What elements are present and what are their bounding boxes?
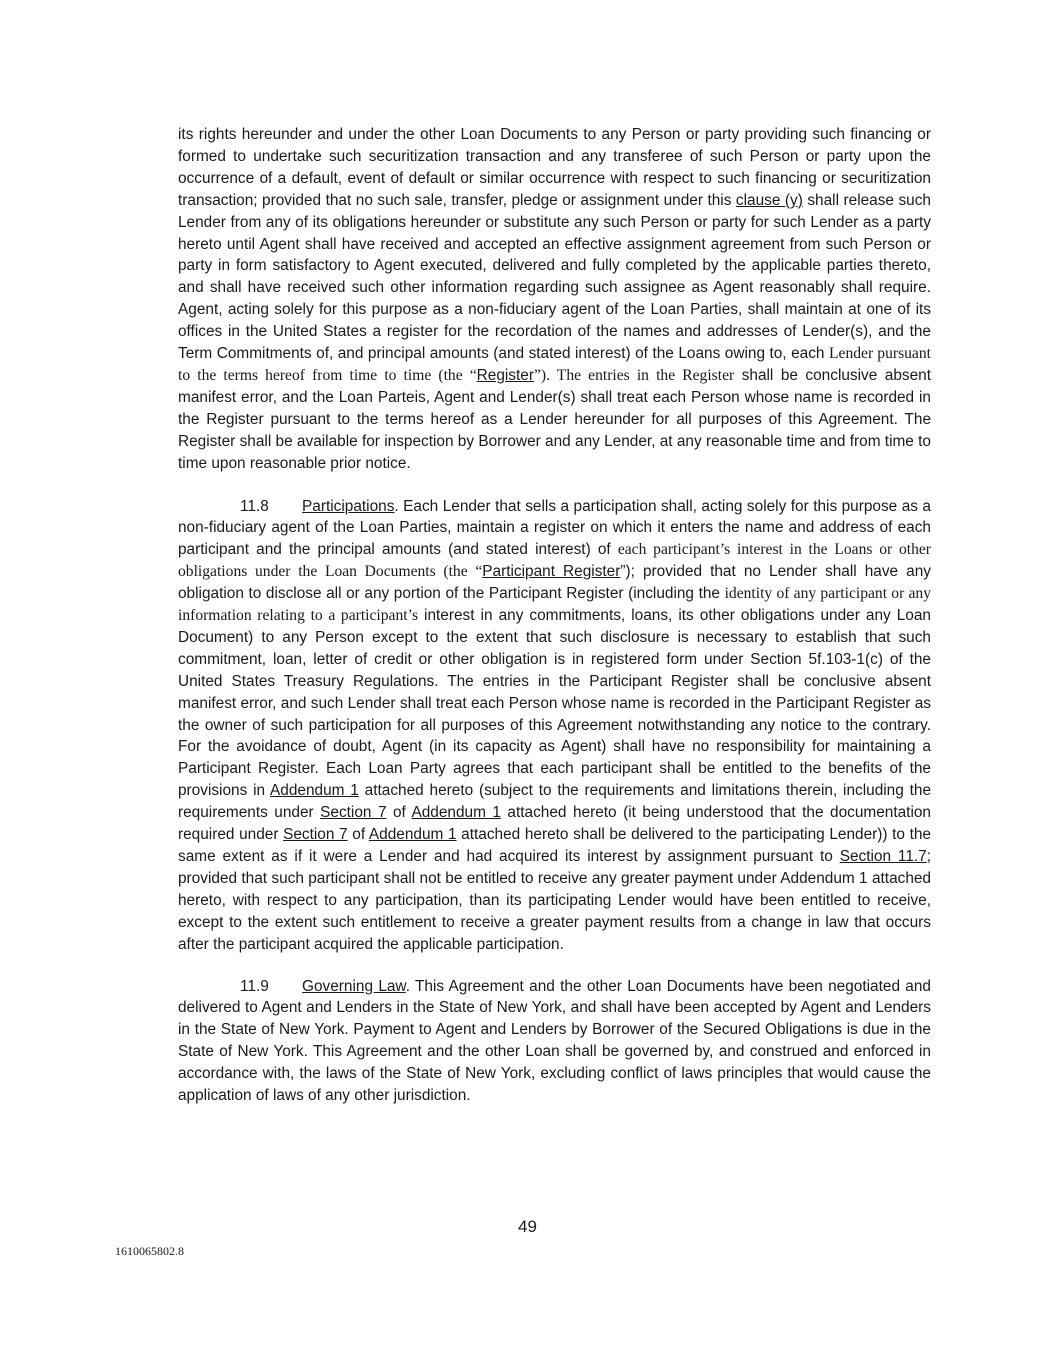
section-text: ; provided that such participant shall not be entitled to receive any greater payment under Addendum 1 attached hereto, with respect to any participation, than its participating Lender would have been entitled to receive, except to the extent such entitlement to receive a greater payment results from a change in law that occurs after the participant acquired the applicable participation. — [178, 848, 931, 953]
register-defined-term: Register — [476, 366, 534, 384]
section-heading: Governing Law — [302, 977, 406, 995]
paragraph-text: its rights hereunder and under the other Loan Documents to any Person or party providing such financing or formed to undertake such securitization transaction and any transferee of such Person or party upon the occurrence of a default, event of default or similar occurrence with respect to such financing or securitization transaction; provided that no such sale, transfer, pledge or assignment under this — [178, 126, 931, 209]
page-body — [178, 124, 931, 1127]
participant-register-defined-term: Participant Register — [482, 563, 621, 581]
addendum-1-reference: Addendum 1 — [411, 804, 501, 822]
addendum-1-reference: Addendum 1 — [270, 782, 359, 800]
clause-y-reference: clause (y) — [735, 191, 803, 209]
paragraph-text-serif: Lender pursuant to the terms hereof from time to time (the “ — [178, 345, 931, 384]
section-text: of — [347, 826, 369, 844]
addendum-1-reference: Addendum 1 — [368, 826, 457, 844]
section-text: of — [386, 804, 412, 822]
section-7-reference: Section 7 — [320, 804, 387, 822]
section-heading: Participations — [302, 497, 395, 515]
page-number: 49 — [518, 1217, 537, 1236]
section-text: . This Agreement and the other Loan Documents have been negotiated and delivered to Agent and Lenders in the State of New York, and shall have been accepted by Agent and Lenders in the State of New York. Payment to Agent and Lenders by Borrower of the Secured Obligations is due in the State of New York. This Agreement and the other Loan shall be governed by, and construed and enforced in accordance with, the laws of the State of New York, excluding conflict of laws principles that would cause the application of laws of any other jurisdiction. — [178, 977, 931, 1105]
section-text: interest in any commitments, loans, its other obligations under any Loan Document) to any Person except to the extent that such disclosure is necessary to establish that such commitment, loan, letter of credit or other obligation is in registered form under Section 5f.103-1(c) of the United States Treasury Regulations. The entries in the Participant Register shall be conclusive absent manifest error, and such Lender shall treat each Person whose name is recorded in the Participant Register as the owner of such participation for all purposes of this Agreement notwithstanding any notice to the contrary. For the avoidance of doubt, Agent (in its capacity as Agent) shall have no responsibility for maintaining a Participant Register. Each Loan Party agrees that each participant shall be entitled to the benefits of the provisions in — [178, 607, 931, 800]
section-text-serif: identity of any participant or any information relating to a participant’s — [178, 585, 931, 625]
section-text: attached hereto (subject to the requirements and limitations therein, including the requirements under — [178, 782, 931, 822]
section-11-9 — [178, 976, 931, 1107]
section-number: 11.9 — [240, 977, 269, 995]
paragraph-assignment-continuation — [178, 124, 931, 475]
document-id: 1610065802.8 — [115, 1244, 184, 1258]
section-7-reference: Section 7 — [283, 826, 348, 844]
paragraph-text: shall release such Lender from any of its obligations hereunder or substitute any such Person or party for such Lender as a party hereto until Agent shall have received and accepted an effective assignment agreement from such Person or party in form satisfactory to Agent executed, delivered and fully completed by the applicable parties thereto, and shall have received such other information regarding such assignee as Agent reasonably shall require. Agent, acting solely for this purpose as a non-fiduciary agent of the Loan Parties, shall maintain at one of its offices in the United States a register for the recordation of the names and addresses of Lender(s), and the Term Commitments of, and principal amounts (and stated interest) of the Loans owing to, each — [178, 191, 931, 363]
section-text-serif: each participant’s interest in the Loans or other obligations under the Loan Documents (the “ — [178, 541, 931, 581]
section-text: . Each Lender that sells a participation shall, acting solely for this purpose as a non-fiduciary agent of the Loan Parties, maintain a register on which it enters the name and address of each participant and the principal amounts (and stated interest) of — [178, 497, 931, 559]
paragraph-text-serif: ”). The entries in the Register — [533, 366, 735, 384]
section-text: attached hereto (it being understood that the documentation required under — [178, 804, 931, 844]
section-11-8 — [178, 496, 931, 956]
section-text: ”); provided that no Lender shall have any obligation to disclose all or any portion of the Participant Register (including the — [178, 563, 931, 603]
section-11-7-reference: Section 11.7 — [839, 848, 927, 865]
paragraph-text: shall be conclusive absent manifest error, and the Loan Parteis, Agent and Lender(s) shall treat each Person whose name is recorded in the Register pursuant to the terms hereof as a Lender hereunder for all purposes of this Agreement. The Register shall be available for inspection by Borrower and any Lender, at any reasonable time and from time to time upon reasonable prior notice. — [178, 366, 931, 472]
section-text: attached hereto shall be delivered to the participating Lender)) to the same extent as if it were a Lender and had acquired its interest by assignment pursuant to — [178, 826, 931, 865]
section-number: 11.8 — [240, 497, 269, 515]
